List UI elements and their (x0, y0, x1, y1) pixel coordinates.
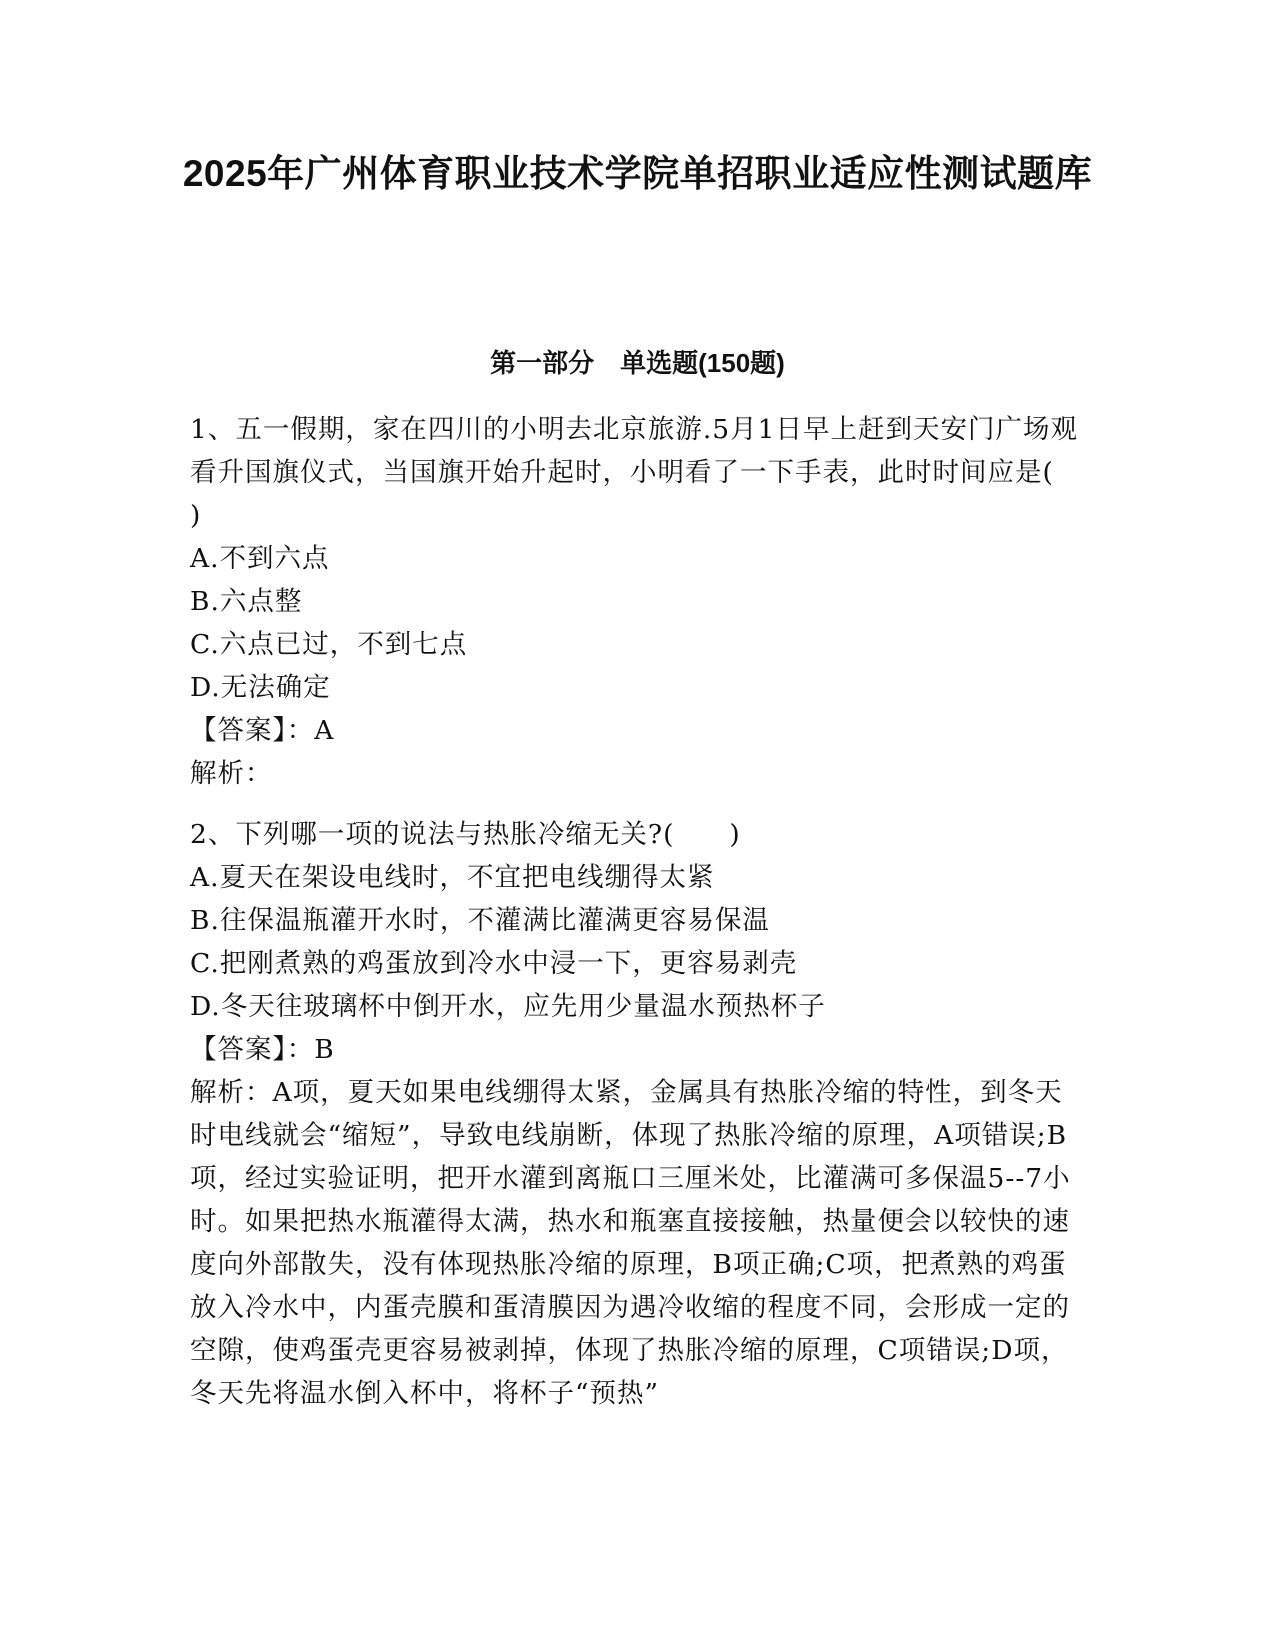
option-b: B.六点整 (190, 586, 303, 617)
option-a: A.夏天在架设电线时，不宜把电线绷得太紧 (190, 862, 715, 893)
option-a: A.不到六点 (190, 543, 330, 574)
document-title: 2025年广州体育职业技术学院单招职业适应性测试题库 (182, 153, 1093, 194)
answer: 【答案】：B (190, 1034, 335, 1065)
option-d: D.无法确定 (190, 672, 331, 703)
question-stem: 1、五一假期，家在四川的小明去北京旅游.5月1日早上赶到天安门广场观看升国旗仪式，当国旗开始升起时，小明看了一下手表，此时时间应是( ) (190, 414, 1109, 531)
question-2 (190, 813, 1090, 1415)
option-c: C.把刚煮熟的鸡蛋放到冷水中浸一下，更容易剥壳 (190, 948, 798, 979)
analysis: 解析：A项，夏天如果电线绷得太紧，金属具有热胀冷缩的特性，到冬天时电线就会“缩短”，导致电线崩断，体现了热胀冷缩的原理，A项错误;B项，经过实验证明，把开水灌到离瓶口三厘米处，比灌满可多保温5--7小时。如果把热水瓶灌得太满，热水和瓶塞直接接触，热量便会以较快的速度向外部散失，没有体现热胀冷缩的原理，B项正确;C项，把煮熟的鸡蛋放入冷水中，内蛋壳膜和蛋清膜因为遇冷收缩的程度不同，会形成一定的空隙，使鸡蛋壳更容易被剥掉，体现了热胀冷缩的原理，C项错误;D项，冬天先将温水倒入杯中，将杯子“预热” (190, 1077, 1071, 1409)
analysis: 解析： (190, 758, 273, 789)
section-title: 第一部分 单选题(150题) (490, 348, 785, 378)
question-1 (190, 408, 1109, 795)
option-c: C.六点已过，不到七点 (190, 629, 468, 660)
option-d: D.冬天往玻璃杯中倒开水，应先用少量温水预热杯子 (190, 991, 826, 1022)
question-list (190, 408, 1109, 1415)
answer: 【答案】：A (190, 715, 335, 746)
question-stem: 2、下列哪一项的说法与热胀冷缩无关?( ) (190, 819, 741, 850)
option-b: B.往保温瓶灌开水时，不灌满比灌满更容易保温 (190, 905, 770, 936)
